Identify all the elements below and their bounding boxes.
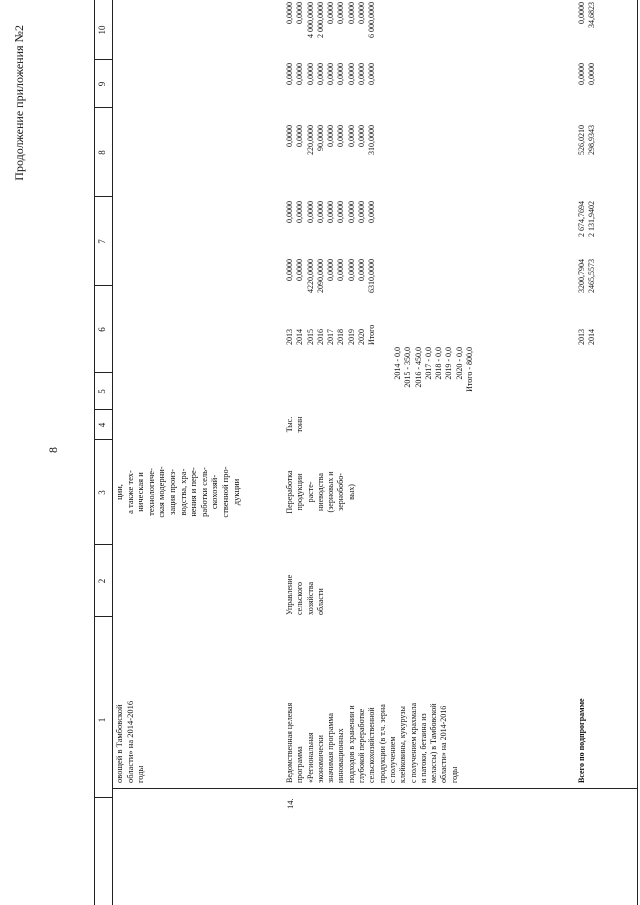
row14-col4 bbox=[285, 410, 306, 439]
value-cell: 4220,0000 bbox=[305, 259, 315, 293]
text-line: области bbox=[315, 588, 325, 615]
text-line: Итого - 800,0 bbox=[465, 347, 475, 392]
text-line: области» на 2014-2016 bbox=[439, 705, 449, 783]
text-line: работки сель- bbox=[198, 467, 209, 517]
year-cell: 2014 bbox=[295, 329, 305, 345]
col-header-2: 2 bbox=[97, 578, 107, 584]
text-line: экономически bbox=[315, 735, 325, 783]
text-line: значимая программа bbox=[326, 713, 336, 783]
value-cell: 0,0000 bbox=[367, 63, 377, 85]
value-cell: 0,0000 bbox=[326, 201, 336, 223]
value-cell: 0,0000 bbox=[305, 63, 315, 85]
text-line: клейковины, кукурузы bbox=[398, 706, 408, 783]
value-cell: 0,0000 bbox=[336, 63, 346, 85]
year-cell: 2019 bbox=[346, 329, 356, 345]
text-line: технологиче- bbox=[145, 468, 156, 516]
value-cell: 3200,7904 bbox=[577, 259, 586, 293]
text-line: ниеводства bbox=[315, 473, 325, 511]
text-line: дукции bbox=[230, 478, 241, 506]
value-cell: 0,0000 bbox=[346, 63, 356, 85]
value-cell: 0,0000 bbox=[587, 63, 597, 85]
text-line: расте- bbox=[305, 481, 315, 503]
total-col8 bbox=[577, 125, 598, 179]
value-cell: 0,0000 bbox=[315, 201, 325, 223]
text-line: с получением крахмала bbox=[408, 702, 418, 783]
year-cell: 2013 bbox=[285, 329, 294, 345]
text-line: нения и пере- bbox=[188, 467, 199, 517]
row14-col9 bbox=[285, 63, 378, 107]
text-line: годы bbox=[135, 765, 146, 783]
value-cell: 0,0000 bbox=[315, 63, 325, 85]
row14-col1 bbox=[285, 618, 460, 783]
value-cell: 2 131,9402 bbox=[587, 201, 597, 237]
row14-col3 bbox=[285, 440, 357, 544]
text-line: Тыс. bbox=[285, 416, 294, 433]
value-cell: 2465,5573 bbox=[587, 259, 597, 293]
value-cell: 0,0000 bbox=[285, 2, 294, 24]
col-header-9: 9 bbox=[97, 81, 107, 87]
year-cell: 2015 bbox=[305, 329, 315, 345]
row14-col8 bbox=[285, 125, 378, 179]
value-cell: 0,0000 bbox=[577, 63, 586, 85]
row14-col10 bbox=[285, 2, 378, 60]
year-cell: 2020 bbox=[357, 329, 367, 345]
col-divider bbox=[112, 788, 637, 789]
table-bottom-border bbox=[637, 0, 638, 905]
text-line: Переработка bbox=[285, 470, 294, 514]
text-line: водства, хра- bbox=[177, 468, 188, 516]
value-cell: 0,0000 bbox=[285, 201, 294, 223]
value-cell: 0,0000 bbox=[326, 125, 336, 147]
col-header-5: 5 bbox=[97, 389, 107, 394]
value-cell: 6310,0000 bbox=[367, 259, 377, 293]
text-line: ская модерни- bbox=[156, 466, 167, 518]
value-cell: 4 000,0000 bbox=[305, 2, 315, 38]
row14-number: 14. bbox=[285, 798, 295, 809]
total-label: Всего по подпрограмме bbox=[577, 698, 586, 783]
text-line: 2020 - 0,0 bbox=[454, 347, 464, 380]
value-cell: 0,0000 bbox=[336, 125, 346, 147]
col-header-10: 10 bbox=[97, 25, 107, 35]
text-line: годы bbox=[449, 766, 459, 783]
text-line: вых) bbox=[346, 484, 356, 500]
text-line: продукции bbox=[295, 473, 305, 511]
text-line: 2017 - 0,0 bbox=[423, 347, 433, 380]
value-cell: 0,0000 bbox=[326, 259, 336, 281]
value-cell: 0,0000 bbox=[357, 63, 367, 85]
text-line: ническая и bbox=[135, 472, 146, 512]
value-cell: 0,0000 bbox=[305, 201, 315, 223]
text-line: глубокой переработке bbox=[357, 708, 367, 783]
text-line: (зерновых и bbox=[326, 471, 336, 513]
total-col9 bbox=[577, 63, 598, 107]
value-cell: 0,0000 bbox=[357, 201, 367, 223]
row14-years bbox=[285, 313, 378, 345]
col-header-8: 8 bbox=[97, 150, 107, 155]
prev-row-col3 bbox=[114, 440, 241, 544]
value-cell: 0,0000 bbox=[326, 2, 336, 24]
year-cell: 2018 bbox=[336, 329, 346, 345]
text-line: подходов в хранении и bbox=[346, 705, 356, 783]
text-line: зернобобо- bbox=[336, 473, 346, 511]
row14-col5 bbox=[393, 347, 475, 409]
value-cell: 0,0000 bbox=[295, 125, 305, 147]
text-line: 2019 - 0,0 bbox=[444, 347, 454, 380]
row14-col6 bbox=[285, 259, 378, 313]
text-line: 2016 - 450,0 bbox=[413, 347, 423, 388]
year-cell: 2013 bbox=[577, 329, 586, 345]
text-line: «Региональная bbox=[305, 732, 315, 783]
total-years bbox=[577, 313, 598, 345]
text-line: 2018 - 0,0 bbox=[434, 347, 444, 380]
text-line: инновационных bbox=[336, 728, 346, 783]
text-line: Ведомственная целевая bbox=[285, 702, 294, 783]
year-cell: Итого bbox=[367, 324, 377, 345]
text-line: ственной про- bbox=[219, 466, 230, 518]
value-cell: 0,0000 bbox=[367, 201, 377, 223]
year-cell: 2014 bbox=[587, 329, 597, 345]
text-line: сельского bbox=[295, 582, 305, 615]
total-col10 bbox=[577, 2, 598, 60]
value-cell: 0,0000 bbox=[295, 201, 305, 223]
text-line: мелассы) в Тамбовской bbox=[429, 703, 439, 783]
value-cell: 0,0000 bbox=[326, 63, 336, 85]
text-line: овощей в Тамбовской bbox=[114, 704, 124, 783]
row14-col2 bbox=[285, 545, 326, 615]
text-line: с получением bbox=[387, 736, 397, 783]
value-cell: 0,0000 bbox=[336, 201, 346, 223]
continuation-title: Продолжение приложения №2 bbox=[12, 25, 26, 181]
col-header-3: 3 bbox=[97, 490, 107, 495]
value-cell: 2 000,0000 bbox=[315, 2, 325, 38]
value-cell: 0,0000 bbox=[357, 2, 367, 24]
value-cell: 90,0000 bbox=[315, 125, 325, 151]
text-line: тонн bbox=[295, 416, 305, 433]
value-cell: 2 674,7694 bbox=[577, 201, 586, 237]
value-cell: 0,0000 bbox=[336, 2, 346, 24]
col-header-4: 4 bbox=[97, 422, 107, 428]
text-line: области» на 2014-2016 bbox=[124, 700, 135, 783]
prev-row-col1 bbox=[114, 623, 146, 783]
text-line: хозяйства bbox=[305, 581, 315, 615]
value-cell: 0,0000 bbox=[357, 259, 367, 281]
text-line: 2014 - 0,0 bbox=[393, 347, 402, 380]
value-cell: 298,9343 bbox=[587, 125, 597, 155]
value-cell: 34,6823 bbox=[587, 2, 597, 28]
value-cell: 0,0000 bbox=[336, 259, 346, 281]
row14-col7 bbox=[285, 201, 378, 255]
value-cell: 0,0000 bbox=[295, 2, 305, 24]
value-cell: 0,0000 bbox=[577, 2, 586, 24]
page-number: 8 bbox=[46, 447, 60, 453]
text-line: сельскохозяйственной bbox=[367, 707, 377, 783]
value-cell: 2090,0000 bbox=[315, 259, 325, 293]
col-header-6: 6 bbox=[97, 327, 107, 332]
value-cell: 0,0000 bbox=[346, 125, 356, 147]
text-line: и патоки, бетаина из bbox=[418, 713, 428, 783]
text-line: продукции (в т.ч. зерна bbox=[377, 704, 387, 783]
col-divider bbox=[94, 797, 112, 798]
text-line: 2015 - 350,0 bbox=[403, 347, 413, 388]
year-cell: 2016 bbox=[315, 329, 325, 345]
text-line: Управление bbox=[285, 574, 294, 615]
value-cell: 0,0000 bbox=[346, 2, 356, 24]
value-cell: 0,0000 bbox=[357, 125, 367, 147]
value-cell: 0,0000 bbox=[295, 63, 305, 85]
col-header-1: 1 bbox=[97, 717, 107, 723]
value-cell: 0,0000 bbox=[346, 201, 356, 223]
col-header-7: 7 bbox=[97, 239, 107, 244]
value-cell: 0,0000 bbox=[295, 259, 305, 281]
table-top-border bbox=[94, 0, 95, 905]
text-line: зация произ- bbox=[166, 468, 177, 516]
value-cell: 310,0000 bbox=[367, 125, 377, 155]
text-line: скохозяй- bbox=[209, 474, 220, 510]
value-cell: 0,0000 bbox=[285, 259, 294, 281]
value-cell: 0,0000 bbox=[285, 125, 294, 147]
text-line: ции, bbox=[114, 484, 124, 500]
year-cell: 2017 bbox=[326, 329, 336, 345]
text-line: а также тех- bbox=[124, 470, 135, 514]
value-cell: 0,0000 bbox=[346, 259, 356, 281]
value-cell: 526,0210 bbox=[577, 125, 586, 155]
header-bottom-border bbox=[112, 0, 113, 905]
value-cell: 0,0000 bbox=[285, 63, 294, 85]
text-line: программа bbox=[295, 746, 305, 783]
total-col6 bbox=[577, 259, 598, 313]
value-cell: 6 000,0000 bbox=[367, 2, 377, 38]
value-cell: 220,0000 bbox=[305, 125, 315, 155]
total-col7 bbox=[577, 201, 598, 255]
